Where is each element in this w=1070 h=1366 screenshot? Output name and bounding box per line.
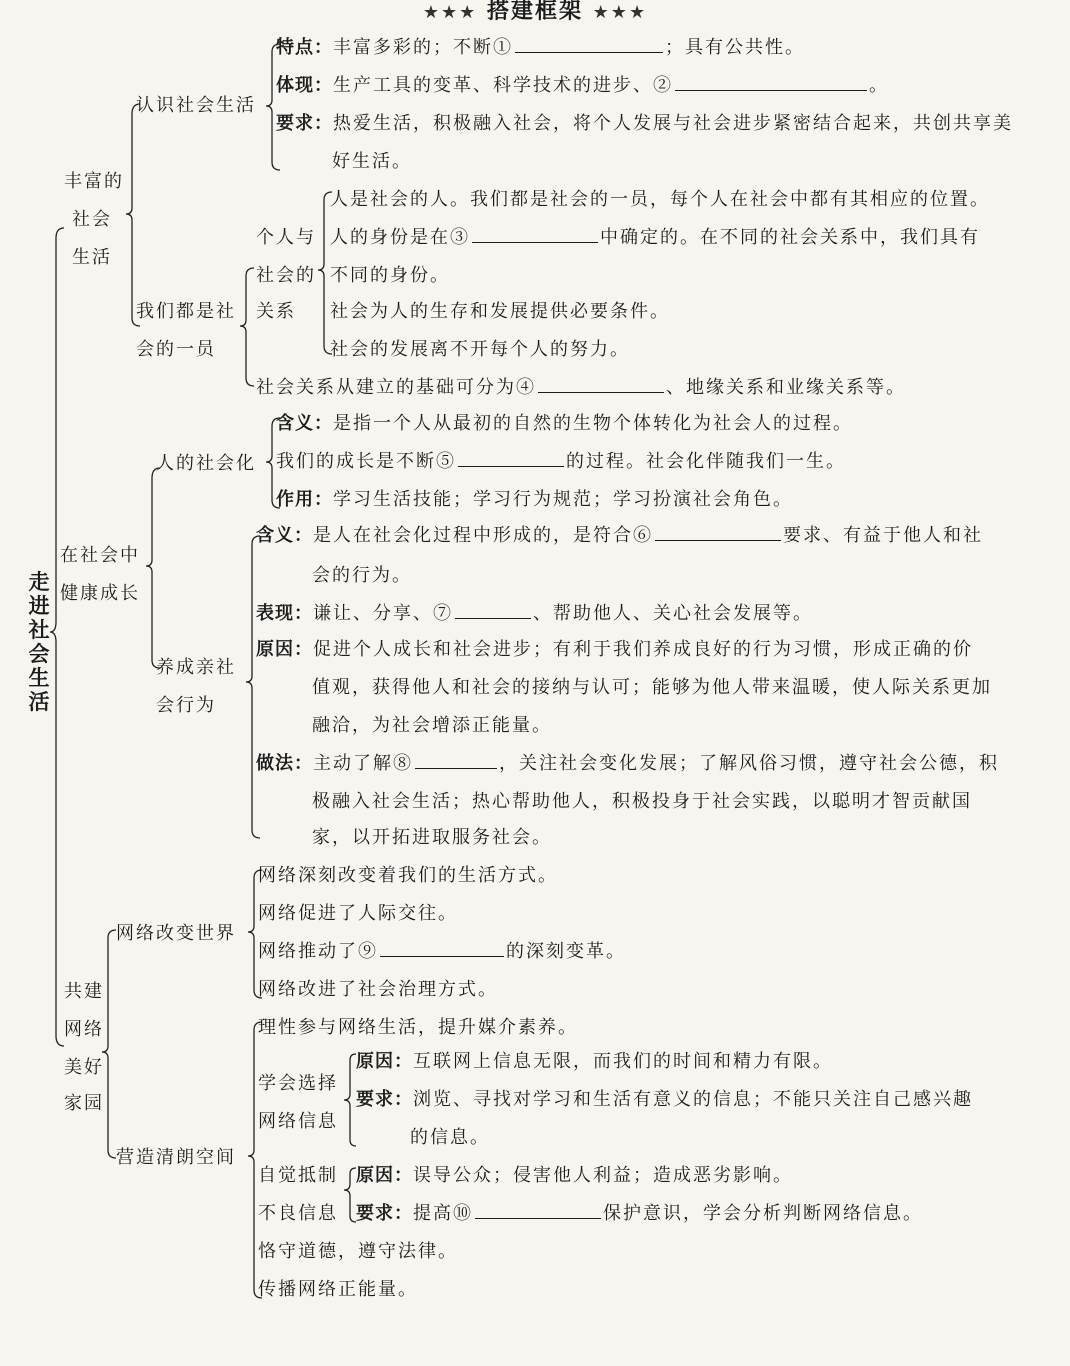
s2a-label: 人的社会化: [156, 453, 256, 474]
s1b-line6-b: 、地缘关系和业缘关系等。: [666, 377, 906, 398]
stars-right: ★★★: [592, 2, 648, 23]
s2a-role: [276, 488, 793, 512]
s2b-do-b: ，关注社会变化发展；了解风俗习惯，遵守社会公德，积: [499, 753, 999, 774]
require-key: 要求：: [276, 113, 333, 134]
s1-label-line2: 社会: [72, 209, 112, 230]
s1b-line3: 不同的身份。: [330, 265, 450, 286]
resist-require-a: 提高⑩: [413, 1203, 473, 1224]
s3b-resist-line2: 不良信息: [258, 1203, 338, 1224]
s2a-meaning-key: 含义：: [276, 413, 333, 434]
s2b-show-b: 、帮助他人、关心社会发展等。: [533, 603, 813, 624]
s2b-cause-1: 促进个人成长和社会进步；有利于我们养成良好的行为习惯，形成正确的价: [313, 639, 973, 660]
s1b-label-line1: 我们都是社: [136, 301, 236, 322]
feature-key: 特点：: [276, 37, 333, 58]
s1a-feature: [276, 36, 805, 60]
s2b-do: [256, 752, 999, 776]
s1b-line2-b: 中确定的。在不同的社会关系中，我们具有: [600, 227, 980, 248]
s3b-choose-cause: [356, 1050, 833, 1074]
s3b-line1: 理性参与网络生活，提升媒介素养。: [258, 1017, 578, 1038]
s3b-resist-cause: [356, 1164, 793, 1188]
blank-5: [458, 450, 564, 467]
s1a-require-2: 好生活。: [332, 151, 412, 172]
s1b-label-line2: 会的一员: [136, 339, 216, 360]
feature-text-b: ；具有公共性。: [665, 37, 805, 58]
s2b-meaning: [256, 524, 983, 548]
s2b-cause-key: 原因：: [256, 639, 313, 660]
s3b-choose-require: [356, 1088, 973, 1112]
s3-brace: [102, 930, 116, 1158]
s1a-require: [276, 112, 1013, 136]
blank-10: [475, 1202, 601, 1219]
blank-3: [472, 226, 598, 243]
blank-2: [675, 74, 867, 91]
root-topic: 走进社会生活: [28, 570, 50, 714]
s1-brace: [126, 104, 140, 326]
s2b-meaning-a: 是人在社会化过程中形成的，是符合⑥: [313, 525, 653, 546]
blank-8: [415, 752, 497, 769]
s1b-sub-line3: 关系: [256, 301, 296, 322]
s2b-brace: [246, 536, 260, 838]
s2b-do-2: 极融入社会生活；热心帮助他人，积极投身于社会实践，以聪明才智贡献国: [312, 791, 972, 812]
choose-cause-key: 原因：: [356, 1051, 413, 1072]
blank-6: [655, 524, 781, 541]
choose-cause-text: 互联网上信息无限，而我们的时间和精力有限。: [413, 1051, 833, 1072]
s3a-label: 网络改变世界: [116, 923, 236, 944]
s2b-show-key: 表现：: [256, 603, 313, 624]
s1b-line5: 社会的发展离不开每个人的努力。: [330, 339, 630, 360]
s2b-show: [256, 602, 813, 626]
s1b-line6-a: 社会关系从建立的基础可分为④: [256, 377, 536, 398]
require-text-1: 热爱生活，积极融入社会，将个人发展与社会进步紧密结合起来，共创共享美: [333, 113, 1013, 134]
s2b-meaning-b: 要求、有益于他人和社: [783, 525, 983, 546]
s3a-line2: 网络促进了人际交往。: [258, 903, 458, 924]
s2b-do-3: 家，以开拓进取服务社会。: [312, 827, 552, 848]
s2a-meaning-text: 是指一个人从最初的自然的生物个体转化为社会人的过程。: [333, 413, 853, 434]
root-brace: [50, 228, 64, 1046]
choose-require-text-1: 浏览、寻找对学习和生活有意义的信息；不能只关注自己感兴趣: [413, 1089, 973, 1110]
s3b-moral: 恪守道德，遵守法律。: [258, 1241, 458, 1262]
s3b-label: 营造清朗空间: [116, 1147, 236, 1168]
s3b-spread: 传播网络正能量。: [258, 1279, 418, 1300]
page-title: 搭建框架: [486, 0, 583, 24]
s1b-line4: 社会为人的生存和发展提供必要条件。: [330, 301, 670, 322]
s2b-cause-3: 融洽，为社会增添正能量。: [312, 715, 552, 736]
s2a-line2-a: 我们的成长是不断⑤: [276, 451, 456, 472]
s1b-line1: 人是社会的人。我们都是社会的一员，每个人在社会中都有其相应的位置。: [330, 189, 990, 210]
blank-1: [515, 36, 663, 53]
feature-text-a: 丰富多彩的；不断①: [333, 37, 513, 58]
s2a-role-key: 作用：: [276, 489, 333, 510]
s2b-meaning-key: 含义：: [256, 525, 313, 546]
s1a-embody: [276, 74, 889, 98]
s3b-choose-line2: 网络信息: [258, 1111, 338, 1132]
s2b-do-a: 主动了解⑧: [313, 753, 413, 774]
s2-label-line2: 健康成长: [60, 583, 140, 604]
title-row: [390, 0, 680, 24]
embody-key: 体现：: [276, 75, 333, 96]
s2b-cause-2: 值观，获得他人和社会的接纳与认可；能够为他人带来温暖，使人际关系更加: [312, 677, 992, 698]
s2b-meaning-2: 会的行为。: [312, 565, 412, 586]
resist-cause-text: 误导公众；侵害他人利益；造成恶劣影响。: [413, 1165, 793, 1186]
s1b-brace: [240, 268, 254, 386]
s1b-line2: [330, 226, 980, 250]
s2-label-line1: 在社会中: [60, 545, 140, 566]
s1-label-line1: 丰富的: [64, 171, 124, 192]
s3a-line1: 网络深刻改变着我们的生活方式。: [258, 865, 558, 886]
s1a-label: 认识社会生活: [136, 95, 256, 116]
s2a-line2-b: 的过程。社会化伴随我们一生。: [566, 451, 846, 472]
resist-require-b: 保护意识，学会分析判断网络信息。: [603, 1203, 923, 1224]
s3a-line3-b: 的深刻变革。: [506, 941, 626, 962]
s2b-label-line1: 养成亲社: [156, 657, 236, 678]
s1b-line2-a: 人的身份是在③: [330, 227, 470, 248]
choose-require-key: 要求：: [356, 1089, 413, 1110]
s3a-line3-a: 网络推动了⑨: [258, 941, 378, 962]
blank-4: [538, 376, 664, 393]
s2-brace: [146, 468, 160, 668]
s3a-line3: [258, 940, 626, 964]
s2b-show-a: 谦让、分享、⑦: [313, 603, 453, 624]
s1-label-line3: 生活: [72, 247, 112, 268]
s2b-cause: [256, 638, 973, 662]
s3b-choose-require-2: 的信息。: [410, 1127, 490, 1148]
stars-left: ★★★: [422, 2, 478, 23]
s1b-sub-line1: 个人与: [256, 227, 316, 248]
s2a-meaning: [276, 412, 853, 436]
s3a-line4: 网络改进了社会治理方式。: [258, 979, 498, 1000]
s3b-choose-line1: 学会选择: [258, 1073, 338, 1094]
blank-7: [455, 602, 531, 619]
s3-label-line4: 家园: [64, 1093, 104, 1114]
resist-cause-key: 原因：: [356, 1165, 413, 1186]
resist-require-key: 要求：: [356, 1203, 413, 1224]
s1b-sub-line2: 社会的: [256, 265, 316, 286]
s1a-brace: [266, 44, 280, 170]
blank-9: [380, 940, 504, 957]
s3-label-line3: 美好: [64, 1057, 104, 1078]
embody-text-a: 生产工具的变革、科学技术的进步、②: [333, 75, 673, 96]
s3-label-line1: 共建: [64, 981, 104, 1002]
s3-label-line2: 网络: [64, 1019, 104, 1040]
s2a-role-text: 学习生活技能；学习行为规范；学习扮演社会角色。: [333, 489, 793, 510]
s3b-resist-require: [356, 1202, 923, 1226]
s2a-line2: [276, 450, 846, 474]
choose-brace: [344, 1054, 356, 1146]
s1b-line6: [256, 376, 906, 400]
s3b-resist-line1: 自觉抵制: [258, 1165, 338, 1186]
resist-brace: [344, 1168, 356, 1222]
embody-text-b: 。: [869, 75, 889, 96]
s2b-label-line2: 会行为: [156, 695, 216, 716]
s2b-do-key: 做法：: [256, 753, 313, 774]
